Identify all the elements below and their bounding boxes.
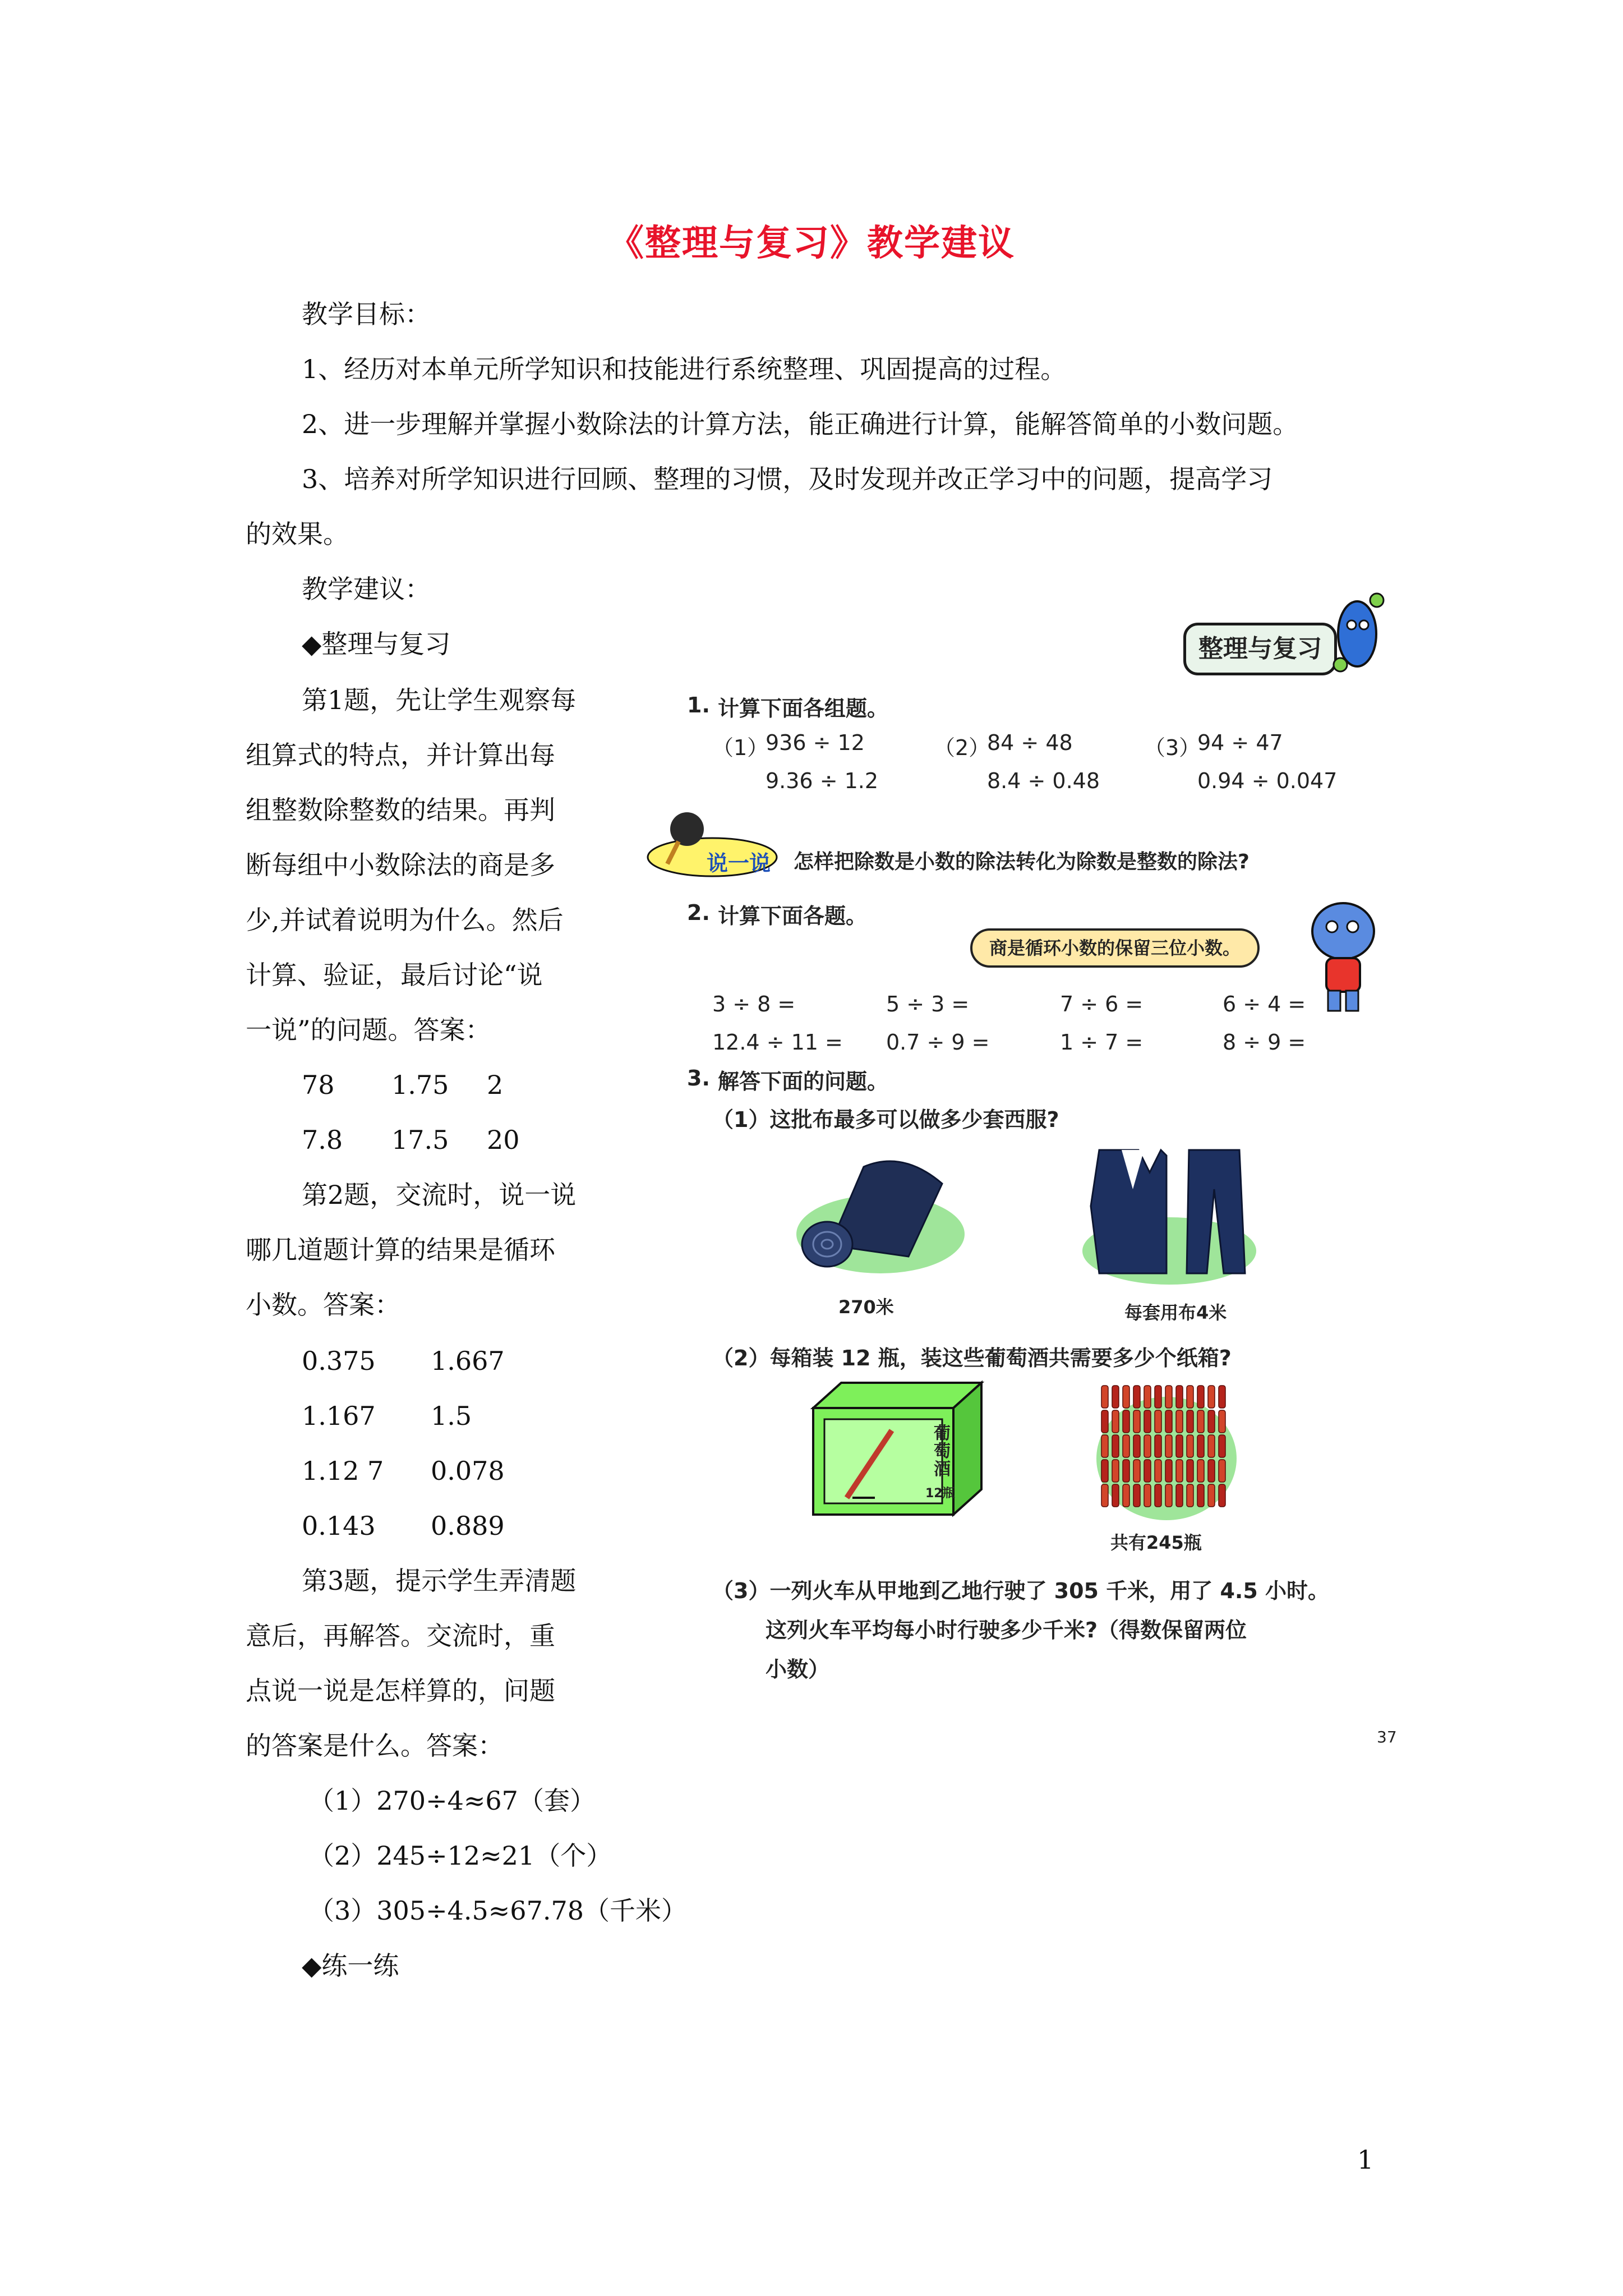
shuo-yi-shuo-label: 说一说: [707, 851, 771, 876]
bottle-shape: [1112, 1460, 1119, 1482]
bottle-shape: [1144, 1460, 1151, 1482]
bottle-shape: [1176, 1460, 1183, 1482]
bottle-shape: [1101, 1484, 1108, 1507]
q1-answer: 17.5: [391, 1125, 449, 1155]
tb-q1-expr: 8.4 ÷ 0.48: [987, 769, 1100, 793]
bottle-shape: [1155, 1460, 1161, 1482]
tb-q2-text: 计算下面各题。: [718, 904, 868, 928]
tb-q2-expr: 5 ÷ 3 =: [886, 992, 970, 1016]
q1-answer: 1.75: [391, 1070, 449, 1100]
bottle-shape: [1101, 1460, 1108, 1482]
q1-line-2: 组算式的特点，并计算出每: [246, 740, 555, 770]
q3-answer-3: （3）305÷4.5≈67.78（千米）: [308, 1895, 687, 1926]
tb-q2-expr: 7 ÷ 6 =: [1060, 992, 1144, 1016]
tb-q1-expr: 9.36 ÷ 1.2: [766, 769, 879, 793]
q3-answer-1: （1）270÷4≈67（套）: [308, 1786, 596, 1816]
bottle-shape: [1112, 1435, 1119, 1457]
tb-q1-expr: 0.94 ÷ 0.047: [1197, 769, 1338, 793]
tb-q1-text: 计算下面各组题。: [718, 696, 889, 721]
tb-q1-expr: 936 ÷ 12: [766, 730, 865, 755]
q2-answer: 1.12 7: [302, 1456, 384, 1486]
q3-line-4: 的答案是什么。答案：: [246, 1731, 504, 1761]
goal-1: 1、经历对本单元所学知识和技能进行系统整理、巩固提高的过程。: [302, 354, 1067, 384]
bottle-shape: [1133, 1410, 1140, 1433]
bottle-shape: [1165, 1484, 1172, 1507]
tb-q2-expr: 0.7 ÷ 9 =: [886, 1030, 990, 1055]
wine-bottles-illustration: [1094, 1374, 1239, 1520]
goal-3: 3、培养对所学知识进行回顾、整理的习惯，及时发现并改正学习中的问题，提高学习: [302, 464, 1273, 494]
q2-answer: 0.375: [302, 1346, 376, 1376]
bottle-shape: [1144, 1484, 1151, 1507]
tb-q1-expr: 84 ÷ 48: [987, 730, 1073, 755]
bottle-shape: [1197, 1484, 1204, 1507]
wine-box-count: 12瓶: [925, 1487, 955, 1501]
bottle-shape: [1219, 1386, 1225, 1408]
bottle-shape: [1155, 1386, 1161, 1408]
caption-cloth-per-suit: 每套用布4米: [1124, 1302, 1227, 1323]
q1-line-6: 计算、验证，最后讨论“说: [246, 960, 543, 990]
bottle-shape: [1187, 1460, 1193, 1482]
bottle-shape: [1176, 1484, 1183, 1507]
bottle-shape: [1165, 1386, 1172, 1408]
q3-line-2: 意后，再解答。交流时，重: [246, 1621, 555, 1651]
bottle-shape: [1208, 1410, 1215, 1433]
cat-mascot-icon: [1301, 892, 1385, 1015]
tb-q3-sub3-line-3: 小数）: [766, 1657, 830, 1682]
goal-3-cont: 的效果。: [246, 519, 349, 549]
bottle-shape: [1219, 1410, 1225, 1433]
bottle-shape: [1165, 1410, 1172, 1433]
bottle-shape: [1101, 1410, 1108, 1433]
q2-answer: 1.667: [431, 1346, 505, 1376]
shuo-yi-shuo-text: 怎样把除数是小数的除法转化为除数是整数的除法?: [794, 850, 1249, 873]
q2-answer: 1.5: [431, 1401, 472, 1431]
mascot-icon: [1324, 589, 1391, 684]
bottle-shape: [1219, 1435, 1225, 1457]
section-practice-heading: ◆练一练: [302, 1950, 399, 1981]
bottle-shape: [1133, 1460, 1140, 1482]
bottle-shape: [1155, 1484, 1161, 1507]
q1-line-5: 少,并试着说明为什么。然后: [246, 905, 564, 935]
bottle-shape: [1112, 1386, 1119, 1408]
bottle-shape: [1112, 1410, 1119, 1433]
q2-answer: 1.167: [302, 1401, 376, 1431]
q2-answer: 0.143: [302, 1511, 376, 1541]
bottle-shape: [1144, 1435, 1151, 1457]
bottle-shape: [1208, 1484, 1215, 1507]
tb-q1-group-label: （3）: [1144, 735, 1201, 760]
q1-answer: 7.8: [302, 1125, 343, 1155]
bottle-shape: [1133, 1484, 1140, 1507]
caption-bottle-count: 共有245瓶: [1110, 1532, 1202, 1553]
bottle-shape: [1123, 1460, 1129, 1482]
bottle-shape: [1187, 1386, 1193, 1408]
bottle-shape: [1197, 1460, 1204, 1482]
bottle-shape: [1187, 1435, 1193, 1457]
bottle-shape: [1197, 1386, 1204, 1408]
q2-line-1: 第2题，交流时，说一说: [302, 1180, 577, 1210]
textbook-page-image: [645, 578, 1402, 1761]
goal-2: 2、进一步理解并掌握小数除法的计算方法，能正确进行计算，能解答简单的小数问题。: [302, 409, 1299, 439]
bottle-shape: [1101, 1435, 1108, 1457]
tb-q2-expr: 3 ÷ 8 =: [712, 992, 796, 1016]
wine-box-illustration: [808, 1374, 987, 1520]
review-badge: 整理与复习: [1183, 623, 1337, 675]
bottle-shape: [1112, 1484, 1119, 1507]
q1-answer: 2: [487, 1070, 504, 1100]
cloth-roll-illustration: [791, 1144, 976, 1285]
bottle-shape: [1187, 1484, 1193, 1507]
textbook-page-number: 37: [1377, 1728, 1397, 1746]
bottle-shape: [1133, 1386, 1140, 1408]
bottle-shape: [1123, 1386, 1129, 1408]
q2-line-2: 哪几道题计算的结果是循环: [246, 1235, 555, 1265]
bottle-shape: [1176, 1410, 1183, 1433]
bottle-shape: [1165, 1435, 1172, 1457]
bottle-shape: [1133, 1435, 1140, 1457]
q2-answer: 0.078: [431, 1456, 505, 1486]
q3-line-1: 第3题，提示学生弄清题: [302, 1566, 577, 1596]
q1-line-1: 第1题，先让学生观察每: [302, 685, 577, 715]
q3-line-3: 点说一说是怎样算的，问题: [246, 1676, 555, 1706]
bottle-shape: [1101, 1386, 1108, 1408]
bottle-shape: [1176, 1386, 1183, 1408]
tb-q2-expr: 1 ÷ 7 =: [1060, 1030, 1144, 1055]
tb-q2-expr: 8 ÷ 9 =: [1223, 1030, 1306, 1055]
bottle-shape: [1219, 1484, 1225, 1507]
tb-q3-sub2: （2）每箱装 12 瓶，装这些葡萄酒共需要多少个纸箱?: [712, 1346, 1232, 1370]
q1-answer: 20: [487, 1125, 520, 1155]
q3-answer-2: （2）245÷12≈21（个）: [308, 1841, 612, 1871]
suit-illustration: [1077, 1139, 1262, 1290]
q1-line-4: 断每组中小数除法的商是多: [246, 850, 555, 880]
bottle-shape: [1197, 1435, 1204, 1457]
bottle-shape: [1187, 1410, 1193, 1433]
goals-heading: 教学目标：: [302, 299, 431, 329]
bottle-shape: [1165, 1460, 1172, 1482]
q1-line-3: 组整数除整数的结果。再判: [246, 795, 555, 825]
bottle-shape: [1123, 1435, 1129, 1457]
bottle-shape: [1155, 1410, 1161, 1433]
tb-q1-number: 1.: [687, 693, 710, 717]
bottle-shape: [1144, 1410, 1151, 1433]
bottle-shape: [1123, 1410, 1129, 1433]
advice-heading: 教学建议：: [302, 574, 431, 604]
tb-q3-text: 解答下面的问题。: [718, 1069, 889, 1094]
tb-q2-expr: 12.4 ÷ 11 =: [712, 1030, 843, 1055]
tb-q3-sub3-line-1: （3）一列火车从甲地到乙地行驶了 305 千米，用了 4.5 小时。: [712, 1579, 1329, 1603]
section-review-heading: ◆整理与复习: [302, 629, 451, 659]
tb-q1-group-label: （2）: [934, 735, 990, 760]
tb-q3-sub3-line-2: 这列火车平均每小时行驶多少千米?（得数保留两位: [766, 1618, 1247, 1642]
speech-bubble: 商是循环小数的保留三位小数。: [970, 928, 1260, 968]
bottle-shape: [1123, 1484, 1129, 1507]
bottle-shape: [1155, 1435, 1161, 1457]
tb-q1-group-label: （1）: [712, 735, 769, 760]
bottle-shape: [1176, 1435, 1183, 1457]
bottle-shape: [1219, 1460, 1225, 1482]
page-title: 《整理与复习》教学建议: [608, 222, 1015, 264]
bottle-shape: [1208, 1460, 1215, 1482]
bottle-shape: [1208, 1386, 1215, 1408]
wine-box-label: 葡 萄 酒: [934, 1424, 951, 1479]
tb-q2-expr: 6 ÷ 4 =: [1223, 992, 1306, 1016]
bottle-shape: [1197, 1410, 1204, 1433]
q2-answer: 0.889: [431, 1511, 505, 1541]
tb-q3-sub1: （1）这批布最多可以做多少套西服?: [712, 1107, 1059, 1132]
tb-q2-number: 2.: [687, 900, 710, 925]
bottle-shape: [1144, 1386, 1151, 1408]
bottle-shape: [1208, 1435, 1215, 1457]
q2-line-3: 小数。答案：: [246, 1290, 400, 1320]
caption-cloth-length: 270米: [838, 1296, 894, 1318]
tb-q3-number: 3.: [687, 1066, 710, 1091]
q1-answer: 78: [302, 1070, 335, 1100]
tb-q1-expr: 94 ÷ 47: [1197, 730, 1283, 755]
q1-line-7: 一说”的问题。答案：: [246, 1015, 491, 1045]
page-number: 1: [1357, 2145, 1374, 2175]
